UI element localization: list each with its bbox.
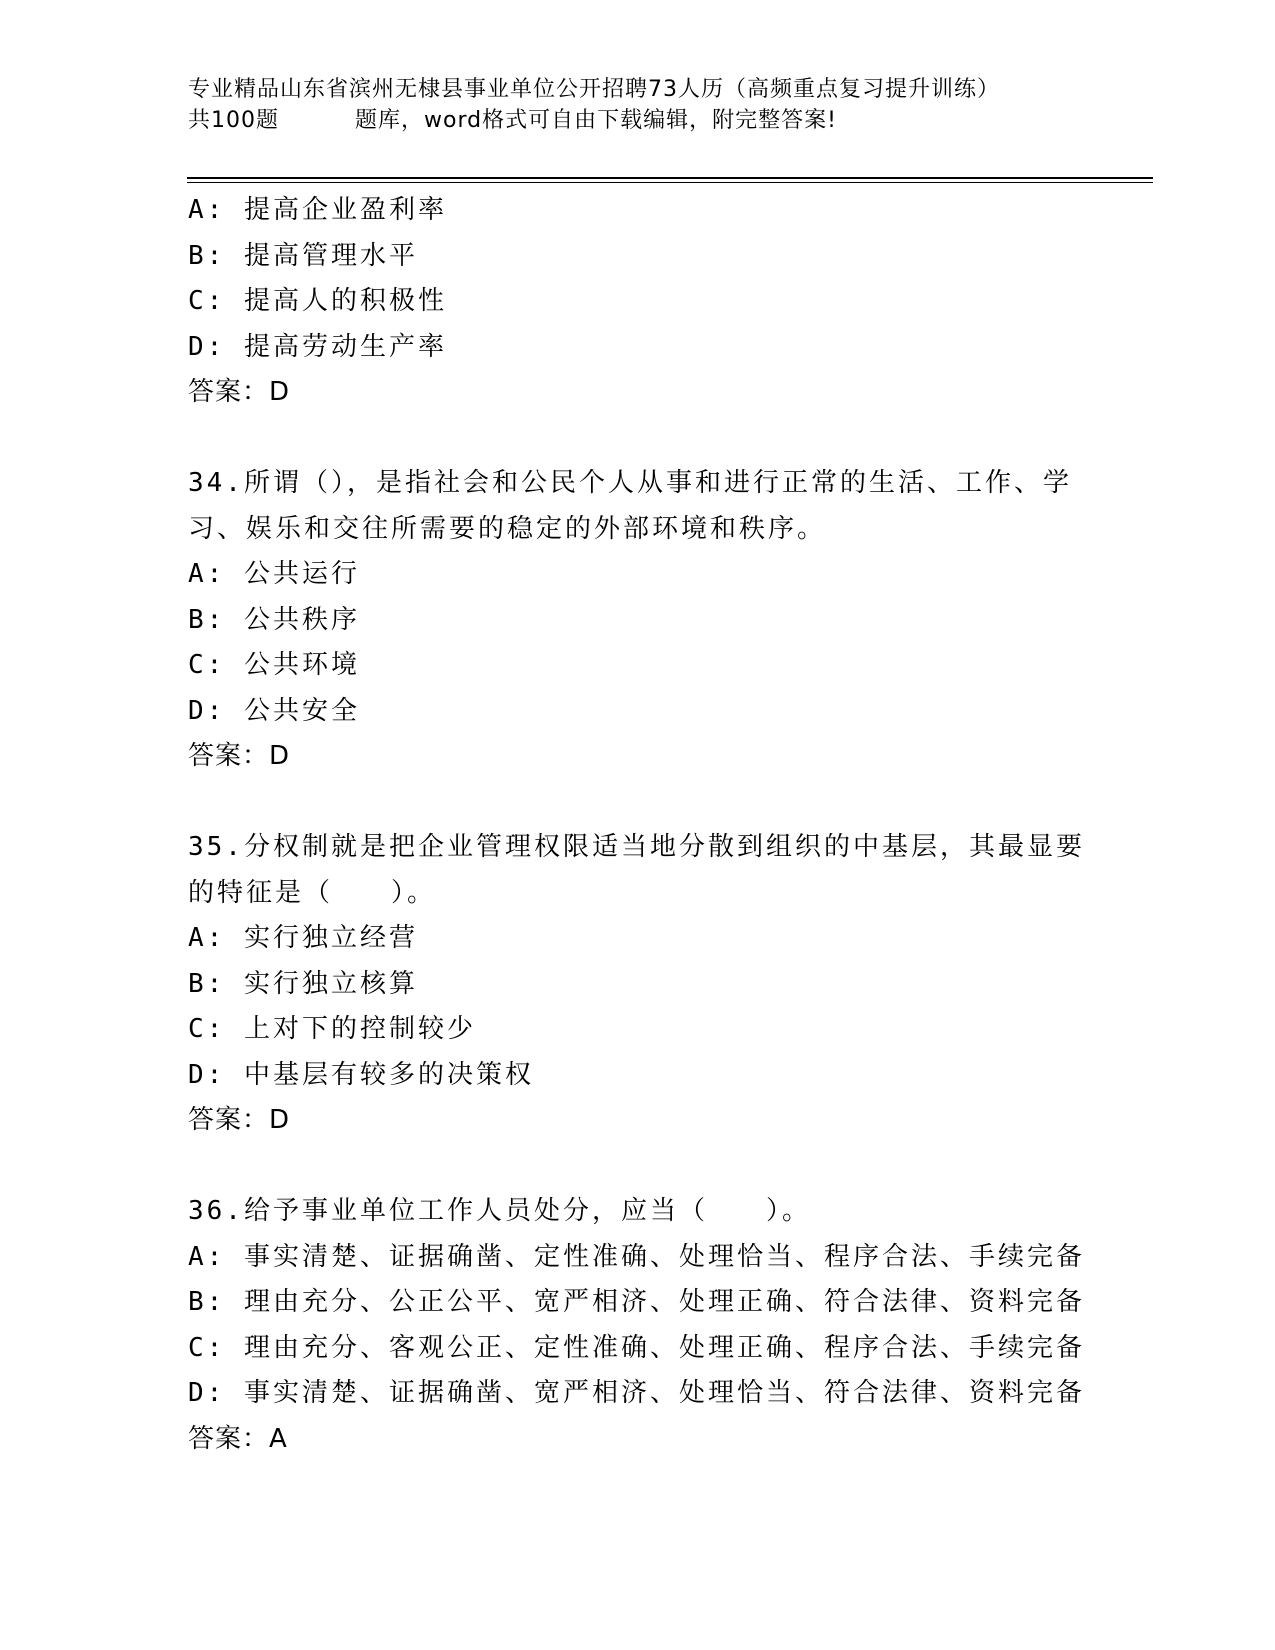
option-d: D: 中基层有较多的决策权 [188, 1059, 534, 1090]
option-d: D: 事实清楚、证据确凿、宽严相济、处理恰当、符合法律、资料完备 [188, 1378, 1085, 1408]
header-description: 题库，word格式可自由下载编辑，附完整答案! [355, 108, 837, 133]
question-stem-line1: 35.分权制就是把企业管理权限适当地分散到组织的中基层，其最显要 [188, 832, 1085, 862]
option-c: C: 公共环境 [188, 650, 360, 680]
header-rule-thin [187, 182, 1153, 183]
question-stem-line2: 的特征是（ ）。 [188, 877, 437, 908]
question-35 [188, 825, 1088, 1144]
answer-line: 答案：D [188, 377, 291, 407]
question-34 [188, 461, 1088, 780]
option-a: A: 事实清楚、证据确凿、定性准确、处理恰当、程序合法、手续完备 [188, 1241, 1085, 1272]
option-c: C: 上对下的控制较少 [188, 1014, 476, 1044]
question-36 [188, 1189, 1088, 1462]
option-c: C: 理由充分、客观公正、定性准确、处理正确、程序合法、手续完备 [188, 1332, 1085, 1363]
option-b: B: 提高管理水平 [188, 240, 418, 271]
option-a: A: 实行独立经营 [188, 923, 418, 953]
option-a: A: 公共运行 [188, 559, 360, 589]
answer-line: 答案：A [188, 1423, 288, 1454]
question-stem-line1: 36.给予事业单位工作人员处分，应当（ ）。 [188, 1196, 811, 1226]
header-title-line2 [188, 105, 1138, 136]
option-d: D: 提高劳动生产率 [188, 331, 447, 362]
question-stem-line1: 34.所谓（），是指社会和公民个人从事和进行正常的生活、工作、学 [188, 468, 1072, 498]
document-header [188, 74, 1138, 136]
option-b: B: 理由充分、公正公平、宽严相济、处理正确、符合法律、资料完备 [188, 1287, 1085, 1317]
option-a: A: 提高企业盈利率 [188, 195, 447, 225]
option-c: C: 提高人的积极性 [188, 286, 447, 316]
option-b: B: 公共秩序 [188, 604, 360, 635]
question-stem-line2: 习、娱乐和交往所需要的稳定的外部环境和秩序。 [188, 513, 827, 544]
header-question-count: 共100题 [188, 108, 279, 133]
answer-line: 答案：D [188, 741, 291, 771]
header-title-line1: 专业精品山东省滨州无棣县事业单位公开招聘73人历（高频重点复习提升训练） [188, 77, 1000, 102]
answer-line: 答案：D [188, 1105, 291, 1135]
header-rule-thick [187, 177, 1153, 179]
question-list [188, 188, 1088, 1462]
question-33 [188, 188, 1088, 416]
option-b: B: 实行独立核算 [188, 968, 418, 999]
option-d: D: 公共安全 [188, 695, 360, 726]
